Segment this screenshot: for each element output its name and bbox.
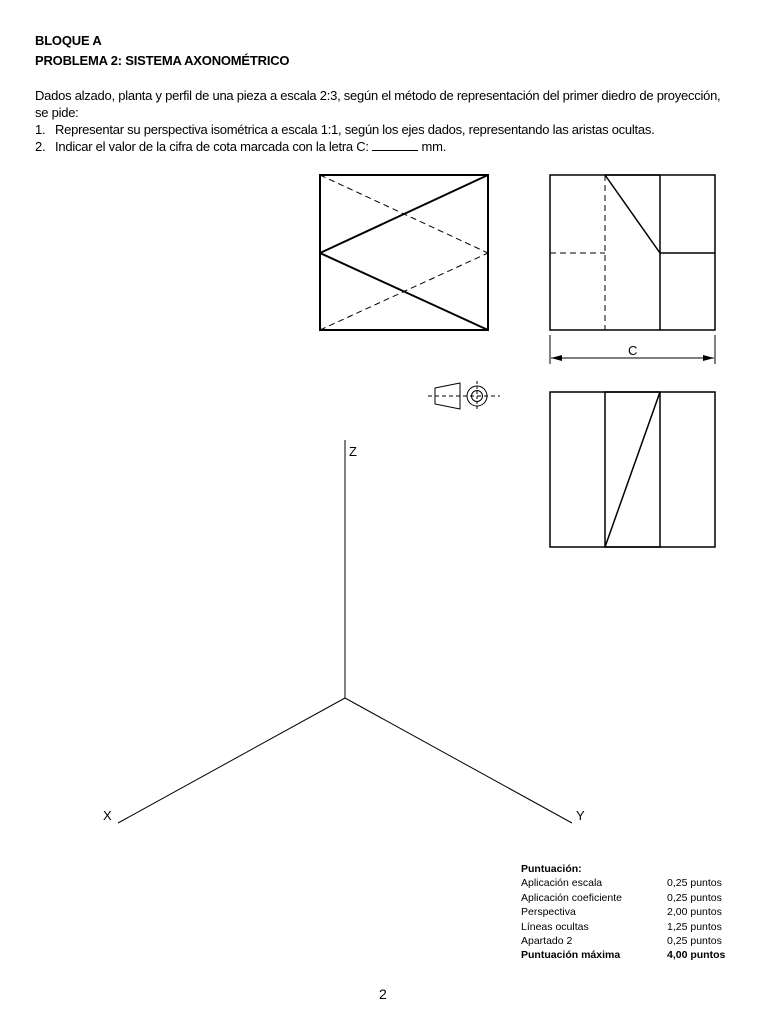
first-angle-projection-icon — [428, 381, 500, 411]
axis-label-x: X — [103, 808, 112, 823]
page-number: 2 — [379, 986, 387, 1002]
statement-intro-line1: Dados alzado, planta y perfil de una pieza a escala 2:3, según el método de representación del primer diedro de proyección, — [35, 88, 721, 103]
item-number: 1. — [35, 122, 46, 137]
front-view-hidden-edges — [320, 175, 488, 330]
dimension-label-c: C — [628, 343, 638, 358]
front-view — [320, 175, 488, 330]
item-text: Representar su perspectiva isométrica a escala 1:1, según los ejes dados, representando las aristas ocultas. — [55, 122, 655, 137]
scoring-row: Apartado 2 0,25 puntos — [521, 935, 722, 948]
item-unit: mm. — [421, 139, 447, 154]
scoring-row: Perspectiva 2,00 puntos — [521, 906, 722, 919]
scoring-row: Líneas ocultas 1,25 puntos — [521, 920, 722, 933]
scoring-total-row: Puntuación máxima 4,00 puntos — [521, 949, 726, 962]
side-view-hidden-edges — [550, 175, 605, 330]
problem-title: PROBLEMA 2: SISTEMA AXONOMÉTRICO — [35, 53, 290, 68]
item-text: Indicar el valor de la cifra de cota marcada con la letra C: — [55, 139, 369, 154]
scoring-table — [521, 862, 725, 963]
statement-intro-line2: se pide: — [35, 105, 79, 120]
scoring-row: Aplicación escala 0,25 puntos — [521, 877, 722, 890]
isometric-axes — [118, 440, 572, 823]
scoring-row: Aplicación coeficiente 0,25 puntos — [521, 891, 722, 904]
scoring-title: Puntuación: — [521, 863, 582, 875]
plan-view — [550, 392, 715, 547]
axis-label-z: Z — [349, 444, 357, 459]
item-number: 2. — [35, 139, 46, 154]
block-title: BLOQUE A — [35, 33, 102, 48]
axis-label-y: Y — [576, 808, 585, 823]
